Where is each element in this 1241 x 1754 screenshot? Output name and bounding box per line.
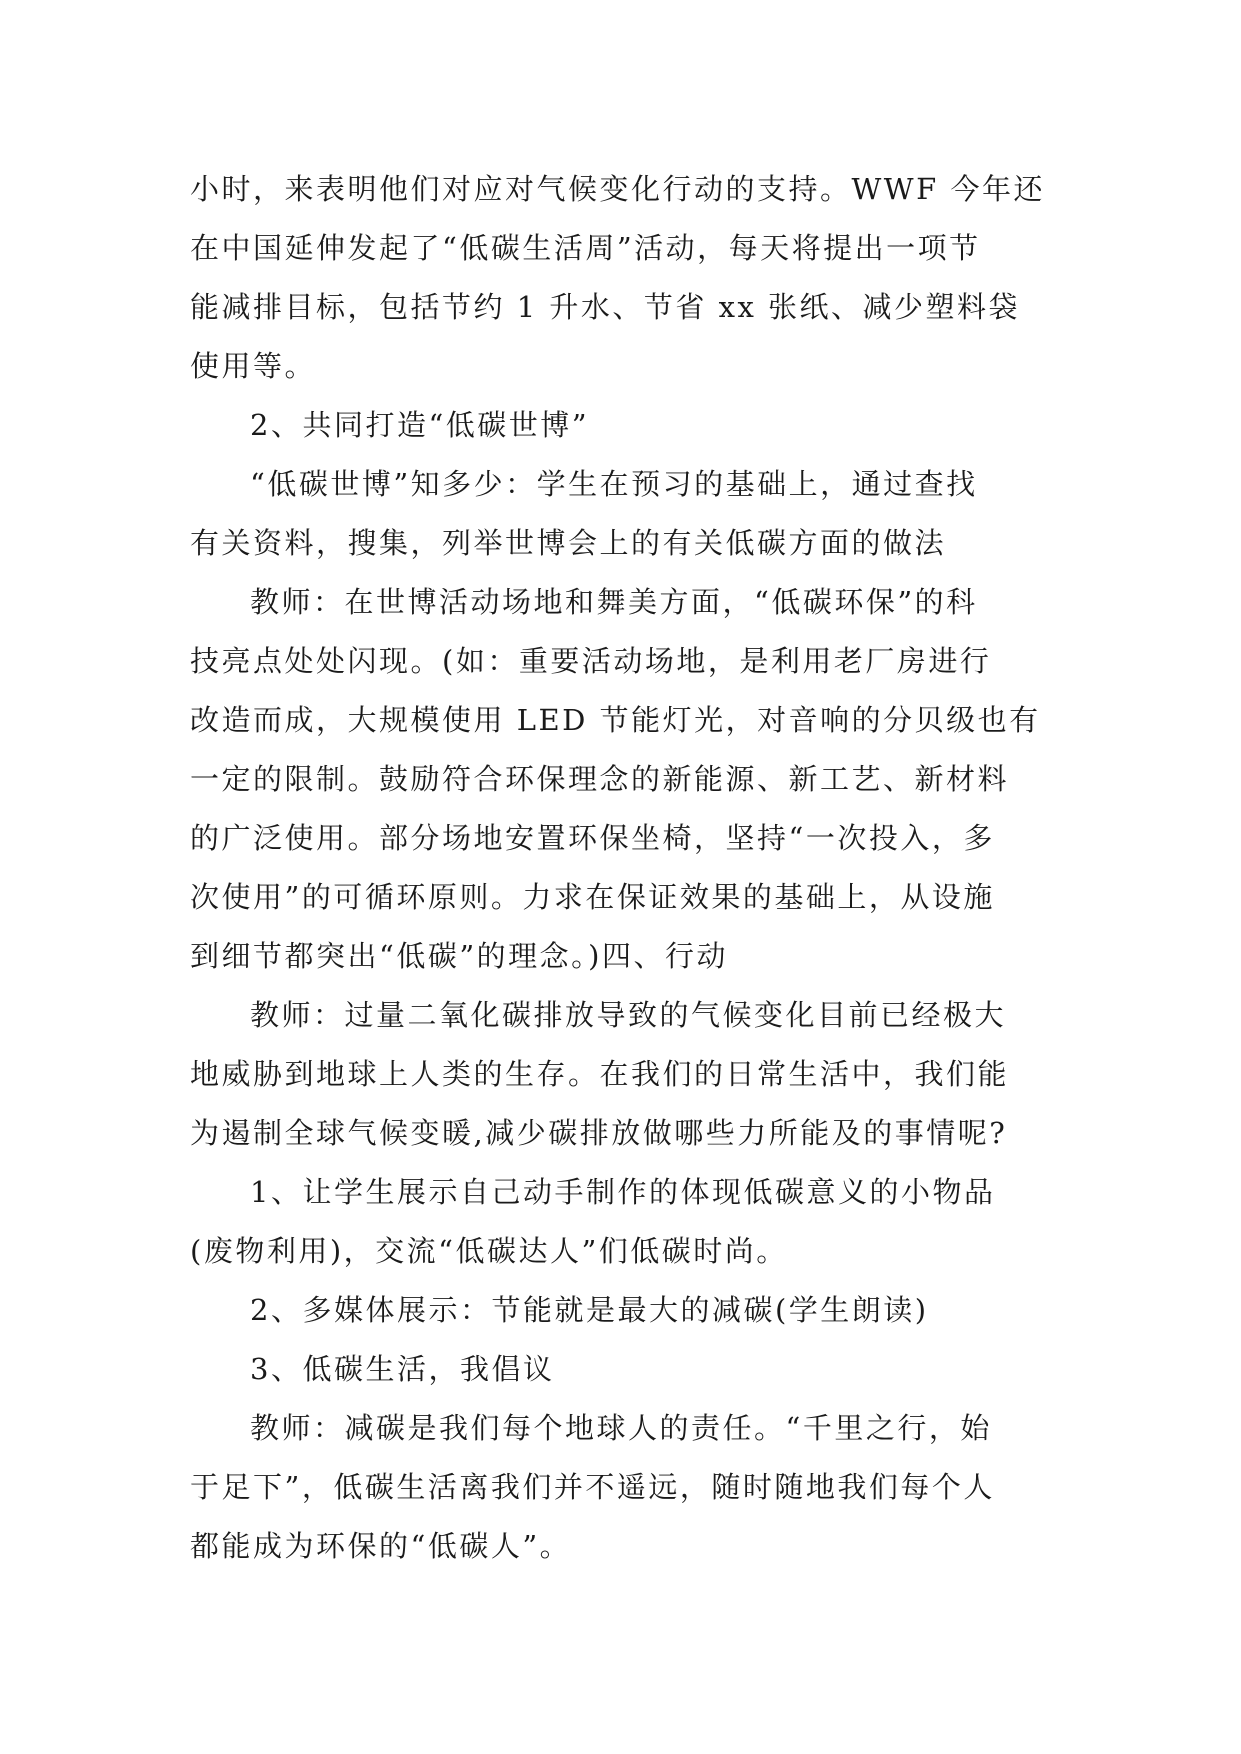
text-line: 教师：在世博活动场地和舞美方面，“低碳环保”的科 [250,585,978,619]
text-line: 能减排目标，包括节约 1 升水、节省 xx 张纸、减少塑料袋 [190,290,1021,324]
text-line: 地威胁到地球上人类的生存。在我们的日常生活中，我们能 [190,1057,1010,1091]
section-heading: 3、低碳生活，我倡议 [250,1352,555,1386]
text-line: 技亮点处处闪现。(如：重要活动场地，是利用老厂房进行 [190,644,992,678]
text-line: 的广泛使用。部分场地安置环保坐椅，坚持“一次投入，多 [190,821,995,855]
text-line: 有关资料，搜集，列举世博会上的有关低碳方面的做法 [190,526,947,560]
text-line: 小时，来表明他们对应对气候变化行动的支持。WWF 今年还 [190,172,1045,206]
section-heading: 2、共同打造“低碳世博” [250,408,590,442]
document-body [190,160,1060,1576]
text-line: 一定的限制。鼓励符合环保理念的新能源、新工艺、新材料 [190,762,1010,796]
text-line: 都能成为环保的“低碳人”。 [190,1529,572,1563]
text-line: 2、多媒体展示：节能就是最大的减碳(学生朗读) [250,1293,929,1327]
text-line: 教师：减碳是我们每个地球人的责任。“千里之行，始 [250,1411,992,1445]
text-line: 于足下”，低碳生活离我们并不遥远，随时随地我们每个人 [190,1470,995,1504]
text-line: 1、让学生展示自己动手制作的体现低碳意义的小物品 [250,1175,996,1209]
text-line: 使用等。 [190,349,317,383]
text-line: “低碳世博”知多少：学生在预习的基础上，通过查找 [250,467,978,501]
text-line: 为遏制全球气候变暖,减少碳排放做哪些力所能及的事情呢? [190,1116,1008,1150]
text-line: 次使用”的可循环原则。力求在保证效果的基础上，从设施 [190,880,995,914]
text-line: 到细节都突出“低碳”的理念。)四、行动 [190,939,728,973]
text-line: 在中国延伸发起了“低碳生活周”活动，每天将提出一项节 [190,231,981,265]
text-line: (废物利用)，交流“低碳达人”们低碳时尚。 [190,1234,788,1268]
text-line: 教师：过量二氧化碳排放导致的气候变化目前已经极大 [250,998,1007,1032]
text-line: 改造而成，大规模使用 LED 节能灯光，对音响的分贝级也有 [190,703,1041,737]
